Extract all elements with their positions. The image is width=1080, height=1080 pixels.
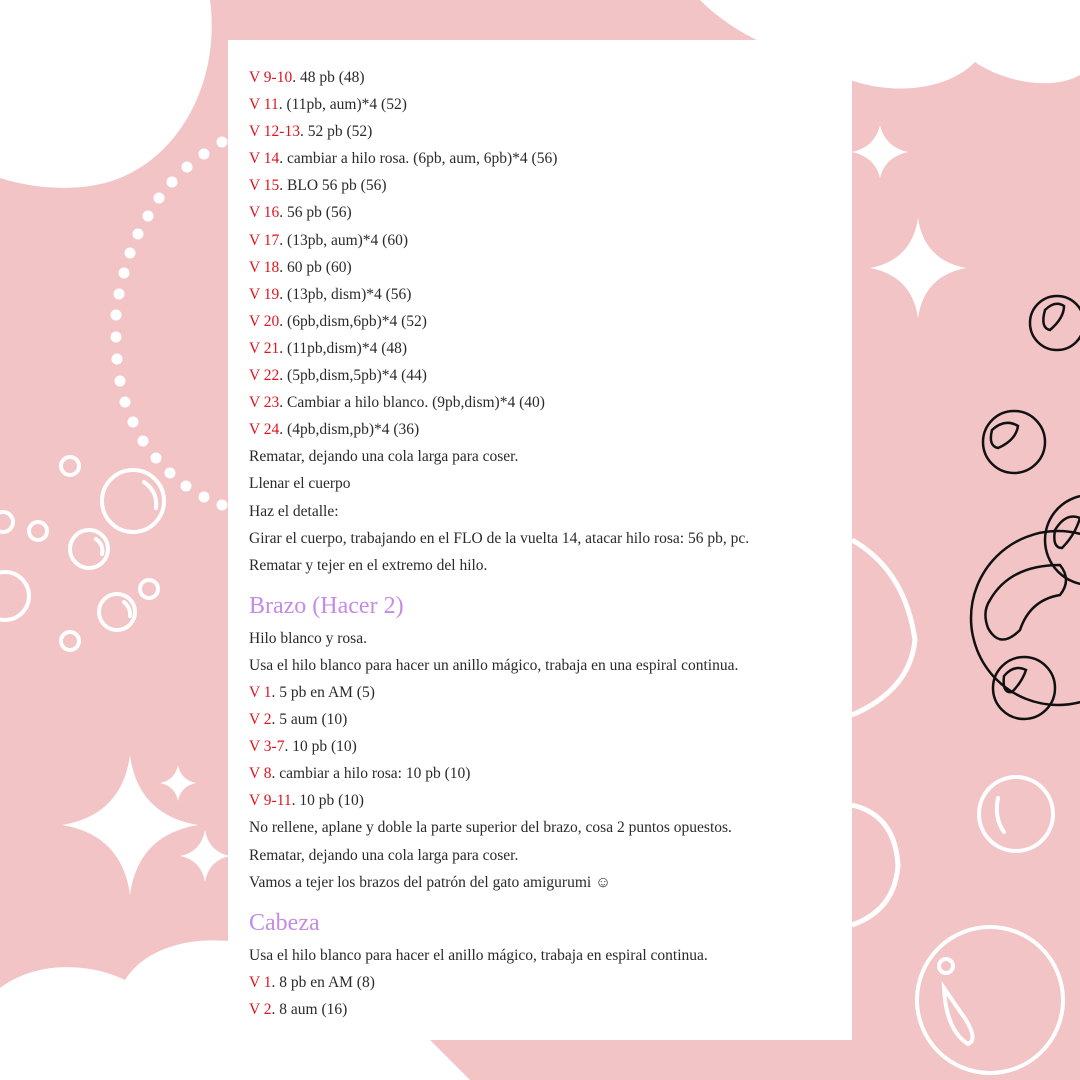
round-label: V 17 [249,231,280,249]
pattern-round-line [249,281,839,308]
line-text: . 8 aum (16) [271,1000,348,1018]
line-text: Llenar el cuerpo [249,475,351,493]
line-text: . 48 pb (48) [292,69,365,86]
line-text: . (11pb,dism)*4 (48) [279,339,408,357]
round-label: V 1 [249,973,272,991]
pattern-round-line [249,760,839,787]
line-text: Girar el cuerpo, trabajando en el FLO de la vuelta 14, atacar hilo rosa: 56 pb, pc. [249,529,750,547]
pattern-round-line [249,308,839,335]
round-label: V 23 [249,394,280,412]
line-text: Hilo blanco y rosa. [249,629,367,647]
round-label: V 11 [249,96,279,114]
round-label: V 18 [249,258,280,276]
round-label: V 8 [249,765,272,783]
instruction-line [249,842,839,869]
instruction-line [249,552,839,579]
pattern-round-line [249,91,839,118]
bubble-icons-white [917,777,1063,1073]
pattern-round-line [249,389,839,416]
line-text: . 8 pb en AM (8) [271,973,375,991]
line-text: . (13pb, aum)*4 (60) [279,231,409,249]
pattern-round-line [249,416,839,443]
round-label: V 9-11 [249,792,292,810]
document-page [228,40,852,1040]
round-label: V 1 [249,683,272,701]
line-text: . (6pb,dism,6pb)*4 (52) [279,312,427,330]
line-text: . (5pb,dism,5pb)*4 (44) [279,367,427,385]
dotted-arc [111,137,228,511]
instruction-line [249,942,839,969]
line-text: . 56 pb (56) [279,204,352,222]
round-label: V 15 [249,177,280,195]
line-text: . 5 aum (10) [271,711,348,729]
round-label: V 12-13 [249,123,300,141]
line-text: No rellene, aplane y doble la parte superior del brazo, cosa 2 puntos opuestos. [249,819,732,837]
instruction-line [249,625,839,652]
pattern-round-line [249,996,839,1023]
instruction-line [249,814,839,841]
line-text: Usa el hilo blanco para hacer un anillo mágico, trabaja en una espiral continua. [249,656,739,674]
bubble-arcs-right [852,540,915,925]
document-content [249,64,839,1023]
pattern-round-line [249,254,839,281]
line-text: . 5 pb en AM (5) [271,683,375,701]
pattern-round-line [249,335,839,362]
bubble-icons-left [0,457,164,650]
round-label: V 9-10 [249,69,293,86]
line-text: . cambiar a hilo rosa: 10 pb (10) [271,765,471,783]
round-label: V 22 [249,367,280,385]
line-text: . Cambiar a hilo blanco. (9pb,dism)*4 (40) [279,394,545,412]
pattern-round-line [249,64,839,91]
line-text: . (4pb,dism,pb)*4 (36) [279,421,420,439]
round-label: V 16 [249,204,280,222]
pattern-round-line [249,733,839,760]
line-text: . BLO 56 pb (56) [279,177,387,195]
line-text: Vamos a tejer los brazos del patrón del gato amigurumi ☺ [249,873,611,891]
section-heading: Brazo (Hacer 2) [249,592,404,619]
round-label: V 19 [249,285,280,303]
instruction-line [249,498,839,525]
round-label: V 21 [249,339,280,357]
line-text: Rematar, dejando una cola larga para coser. [249,846,519,864]
line-text: . 52 pb (52) [299,123,373,141]
line-text: Haz el detalle: [249,502,339,520]
pattern-round-line [249,679,839,706]
instruction-line [249,869,839,896]
pattern-round-line [249,969,839,996]
instruction-line [249,443,839,470]
pattern-round-line [249,199,839,226]
line-text: . (11pb, aum)*4 (52) [278,96,407,114]
round-label: V 2 [249,1000,272,1018]
bubble-icons-black [971,296,1080,719]
line-text: Rematar, dejando una cola larga para coser. [249,448,519,466]
instruction-line [249,652,839,679]
section-heading: Cabeza [249,909,320,936]
pattern-round-line [249,706,839,733]
round-label: V 3-7 [249,738,285,756]
pattern-round-line [249,118,839,145]
round-label: V 24 [249,421,280,439]
round-label: V 14 [249,150,280,168]
pattern-round-line [249,787,839,814]
round-label: V 2 [249,711,272,729]
line-text: . 10 pb (10) [291,792,364,810]
pattern-round-line [249,172,839,199]
line-text: . 10 pb (10) [284,738,357,756]
line-text: Rematar y tejer en el extremo del hilo. [249,556,488,574]
round-label: V 20 [249,312,280,330]
instruction-line [249,470,839,497]
pattern-round-line [249,362,839,389]
line-text: . (13pb, dism)*4 (56) [279,285,412,303]
line-text: Usa el hilo blanco para hacer el anillo mágico, trabaja en espiral continua. [249,946,708,964]
line-text: . cambiar a hilo rosa. (6pb, aum, 6pb)*4 (56) [279,150,558,168]
line-text: . 60 pb (60) [279,258,352,276]
instruction-line [249,525,839,552]
pattern-round-line [249,227,839,254]
pattern-round-line [249,145,839,172]
